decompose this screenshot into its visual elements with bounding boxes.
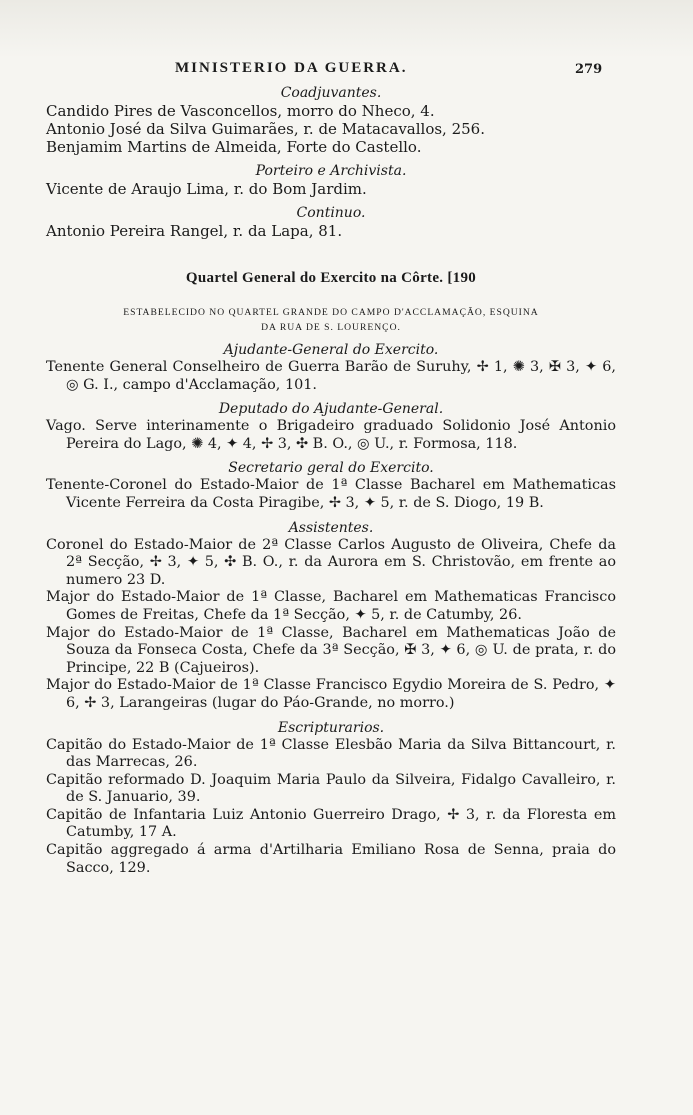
list-item: Antonio José da Silva Guimarães, r. de Matacavallos, 256.	[46, 120, 485, 138]
list-item: Capitão aggregado á arma d'Artilharia Emiliano Rosa de Senna, praia do Sacco, 129.	[46, 842, 616, 876]
heading-coadjuvantes: Coadjuvantes.	[280, 85, 382, 101]
list-item: Capitão de Infantaria Luiz Antonio Guerreiro Drago, ✢ 3, r. da Floresta em Catumby, 17 A.	[46, 806, 616, 841]
header-title: MINISTERIO DA GUERRA.	[175, 60, 408, 76]
heading-ajudante-general: Ajudante-General do Exercito.	[223, 342, 439, 358]
page-number: 279	[575, 62, 603, 77]
running-header	[0, 60, 693, 82]
list-item: Major do Estado-Maior de 1ª Classe, Bacharel em Mathematicas João de Souza da Fonseca Costa, Chefe da 3ª Secção, ✠ 3, ✦ 6, ◎ U. de prata, r. do Principe, 22 B (Cajueiros).	[46, 624, 616, 676]
page-content	[46, 84, 616, 877]
list-item: Coronel do Estado-Maior de 2ª Classe Carlos Augusto de Oliveira, Chefe da 2ª Secção, ✢ 3, ✦ 5, ✣ B. O., r. da Aurora em S. Christovão, em frente ao numero 23 D.	[46, 536, 616, 588]
list-item: Candido Pires de Vasconcellos, morro do Nheco, 4.	[46, 102, 435, 120]
list-item: Tenente-Coronel do Estado-Maior de 1ª Classe Bacharel em Mathematicas Vicente Ferreira da Costa Piragibe, ✢ 3, ✦ 5, r. de S. Diogo, 19 B.	[46, 477, 616, 511]
heading-porteiro: Porteiro e Archivista.	[255, 163, 407, 179]
list-item: Benjamim Martins de Almeida, Forte do Castello.	[46, 138, 422, 156]
heading-secretario: Secretario geral do Exercito.	[228, 460, 434, 477]
page-top-shadow	[0, 0, 693, 58]
list-item: Major do Estado-Maior de 1ª Classe, Bacharel em Mathematicas Francisco Gomes de Freitas, Chefe da 1ª Secção, ✦ 5, r. de Catumby, 26.	[46, 589, 616, 623]
heading-assistentes: Assistentes.	[288, 519, 374, 536]
heading-continuo: Continuo.	[296, 205, 366, 221]
list-item: Antonio Pereira Rangel, r. da Lapa, 81.	[46, 222, 343, 240]
list-item: Tenente General Conselheiro de Guerra Barão de Suruhy, ✢ 1, ✺ 3, ✠ 3, ✦ 6, ◎ G. I., campo d'Acclamação, 101.	[46, 359, 616, 393]
list-item: Vago. Serve interinamente o Brigadeiro graduado Solidonio José Antonio Pereira do Lago, ✺ 4, ✦ 4, ✢ 3, ✣ B. O., ◎ U., r. Formosa, 118.	[46, 418, 616, 452]
list-item: Capitão reformado D. Joaquim Maria Paulo da Silveira, Fidalgo Cavalleiro, r. de S. Januario, 39.	[46, 771, 616, 806]
section-subtitle-line1: ESTABELECIDO NO QUARTEL GRANDE DO CAMPO D'ACCLAMAÇÃO, ESQUINA	[123, 307, 539, 318]
list-item: Major do Estado-Maior de 1ª Classe Francisco Egydio Moreira de S. Pedro, ✦ 6, ✢ 3, Larangeiras (lugar do Páo-Grande, no morro.)	[46, 677, 616, 711]
list-item: Capitão do Estado-Maior de 1ª Classe Elesbão Maria da Silva Bittancourt, r. das Marrecas, 26.	[46, 736, 616, 771]
heading-escripturarios: Escripturarios.	[277, 719, 385, 736]
section-subtitle-line2: DA RUA DE S. LOURENÇO.	[261, 322, 401, 333]
heading-deputado: Deputado do Ajudante-General.	[218, 401, 444, 418]
section-title-quartel: Quartel General do Exercito na Côrte. [190	[185, 270, 477, 286]
list-item: Vicente de Araujo Lima, r. do Bom Jardim.	[46, 180, 367, 198]
